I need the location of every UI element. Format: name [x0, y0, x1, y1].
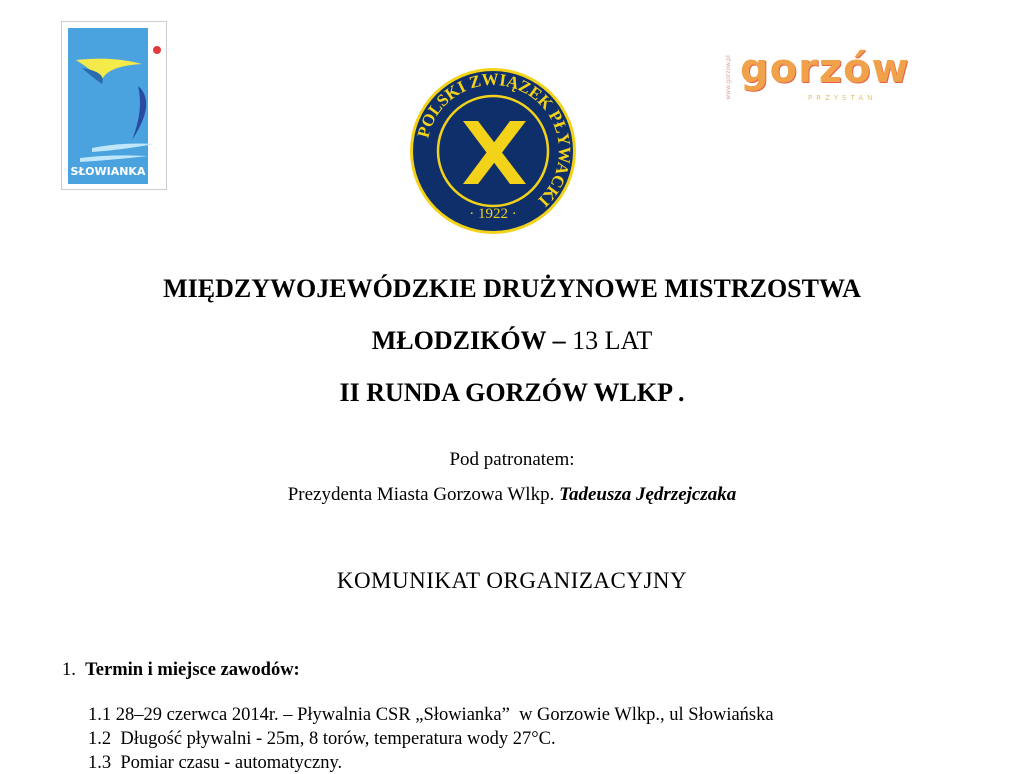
slowianka-logo-text: SŁOWIANKA [70, 165, 146, 178]
title-line-3: II RUNDA GORZÓW WLKP . [339, 378, 685, 407]
pzp-seal-graphic [408, 66, 578, 236]
patronage-text: Prezydenta Miasta Gorzowa Wlkp. [287, 484, 560, 505]
title-line-2 [0, 326, 1024, 356]
list-item: 1.1 28–29 czerwca 2014r. – Pływalnia CSR „Słowianka” w Gorzowie Wlkp., ul Słowiańska [88, 705, 774, 725]
list-item: 1.2 Długość pływalni - 25m, 8 torów, temperatura wody 27°C. [88, 729, 556, 749]
slowianka-logo-graphic [62, 22, 166, 189]
gorzow-logo-url: www.gorzow.pl [724, 55, 732, 100]
svg-text:POLSKI ZWIĄZEK PŁYWACKI: POLSKI ZWIĄZEK PŁYWACKI [413, 69, 575, 211]
svg-text:· 1922 ·: · 1922 · [469, 206, 517, 222]
section-number: 1. [62, 660, 76, 680]
patron-name: Tadeusza Jędrzejczaka [559, 484, 737, 505]
list-item: 1.3 Pomiar czasu - automatyczny. [88, 753, 343, 773]
pzp-seal-logo [408, 66, 578, 236]
title-line-1: MIĘDZYWOJEWÓDZKIE DRUŻYNOWE MISTRZOSTWA [163, 274, 861, 303]
title-line-2-bold: MŁODZIKÓW – [371, 326, 566, 355]
title-line-2-normal: 13 LAT [565, 326, 653, 355]
gorzow-logo-text: gorzów [740, 46, 910, 92]
slowianka-logo [61, 21, 167, 190]
section-1-heading [62, 660, 300, 681]
document-subtitle: KOMUNIKAT ORGANIZACYJNY [336, 568, 688, 593]
patronage-label: Pod patronatem: [449, 449, 575, 470]
gorzow-logo-subtext: PRZYSTAŃ [808, 94, 877, 102]
patronage-line [0, 484, 1024, 506]
section-heading-text: Termin i miejsce zawodów: [85, 660, 300, 680]
gorzow-logo [724, 46, 928, 112]
